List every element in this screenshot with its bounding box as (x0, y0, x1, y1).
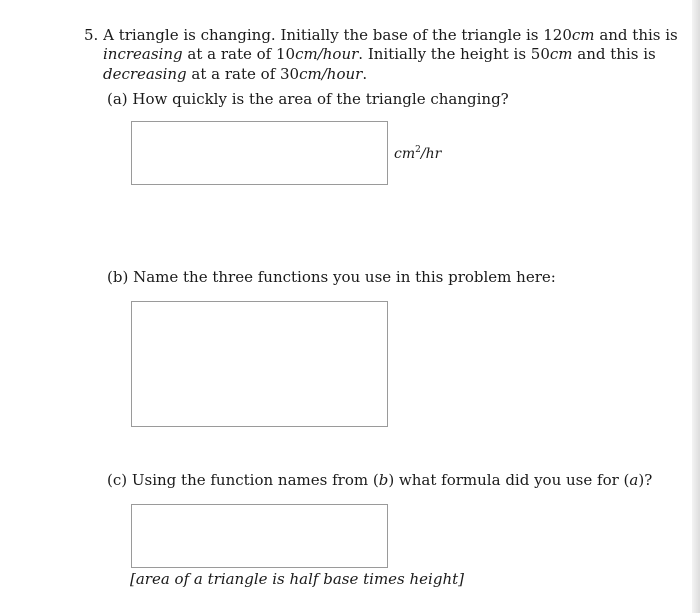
part-b-question: (b) Name the three functions you use in this problem here: (107, 268, 556, 286)
problem-line-1 (84, 25, 678, 45)
part-c-text-end: )? (638, 471, 653, 489)
problem-line-3 (103, 64, 367, 84)
part-c-answer-box[interactable] (131, 504, 388, 568)
part-b-answer-box[interactable] (131, 301, 388, 427)
emphasis-increasing: increasing (103, 45, 183, 63)
unit-cm-2: cm (549, 45, 573, 63)
page-edge-shadow (692, 0, 700, 613)
part-c-ref-a: a (629, 471, 639, 489)
problem-text-1a: A triangle is changing. Initially the base of the triangle is 120 (103, 26, 572, 44)
problem-text-1b: and this is (599, 26, 678, 44)
part-c-ref-b: b (378, 471, 389, 489)
problem-text-2b: . Initially the height is 50 (358, 45, 550, 63)
part-c-text-start: (c) Using the function names from ( (107, 471, 379, 489)
problem-line-2 (103, 44, 656, 64)
part-a-answer-box[interactable] (131, 121, 388, 185)
problem-text-2a: at a rate of 10 (187, 45, 296, 63)
unit-cm: cm (571, 26, 595, 44)
part-c-question (107, 470, 652, 490)
unit-exponent: 2 (415, 145, 421, 155)
unit-tail: /hr (420, 146, 442, 162)
problem-text-2c: and this is (577, 45, 656, 63)
unit-cm-per-hour-2: cm/hour (299, 65, 363, 83)
part-a-question: (a) How quickly is the area of the triangle changing? (107, 90, 509, 108)
part-a-unit (394, 145, 441, 162)
emphasis-decreasing: decreasing (103, 65, 187, 83)
part-c-hint: [area of a triangle is half base times height] (130, 570, 464, 588)
unit-base: cm (394, 146, 416, 162)
problem-text-3b: . (362, 65, 368, 83)
problem-text-3a: at a rate of 30 (191, 65, 300, 83)
part-c-text-mid: ) what formula did you use for ( (388, 471, 630, 489)
problem-number: 5. (84, 26, 99, 44)
unit-cm-per-hour: cm/hour (295, 45, 359, 63)
